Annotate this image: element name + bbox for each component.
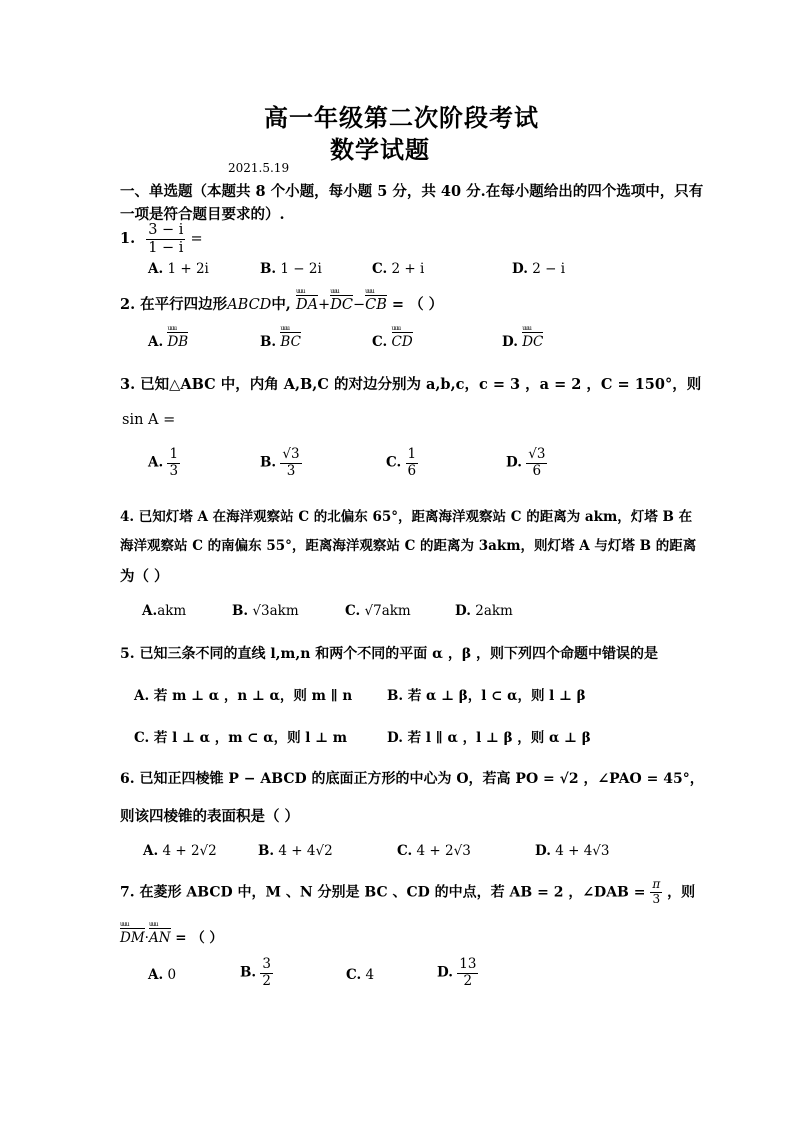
q1-option-a[interactable]: A. 1 + 2i — [148, 261, 209, 277]
question-4-line2: 海洋观察站 C 的南偏东 55°，距离海洋观察站 C 的距离为 3akm，则灯塔 A 与灯塔 B 的距离 — [120, 538, 697, 554]
q2-option-c[interactable]: C. CD uuu — [372, 334, 413, 350]
q7-option-c[interactable]: C. 4 — [346, 967, 375, 983]
question-3-line1: 3. 已知△ABC 中，内角 A,B,C 的对边分别为 a,b,c，c = 3 ，a = 2 ，C = 150°，则 — [120, 376, 702, 393]
vector-dm: DM uuu — [120, 930, 145, 946]
q6-option-b[interactable]: B. 4 + 4√2 — [258, 843, 333, 859]
vector-an: AN uuu — [149, 930, 171, 946]
q2-option-d[interactable]: D. DC uuu — [502, 334, 543, 350]
fraction — [146, 222, 185, 256]
question-4-line3: 为（ ） — [120, 568, 169, 585]
q4-option-b[interactable]: B. √3akm — [232, 603, 299, 619]
q3-option-b[interactable]: B. $\frac{√3}{3}$ — [260, 446, 300, 479]
question-number: 1. — [120, 230, 136, 248]
q1-option-b[interactable]: B. 1 − 2i — [260, 261, 322, 277]
q5-option-b[interactable]: B. 若 α ⊥ β，l ⊂ α，则 l ⊥ β — [387, 688, 586, 704]
exam-date: 2021.5.19 — [228, 161, 290, 175]
q3-option-c[interactable]: C. $\frac{1}{6}$ — [386, 446, 417, 479]
q5-option-a[interactable]: A. 若 m ⊥ α ，n ⊥ α，则 m ∥ n — [134, 688, 353, 704]
q1-option-d[interactable]: D. 2 − i — [512, 261, 566, 277]
q5-option-d[interactable]: D. 若 l ∥ α ，l ⊥ β ，则 α ⊥ β — [387, 730, 591, 746]
question-7-line2: DM uuu·AN uuu = （ ） — [120, 926, 223, 946]
q7-option-b[interactable]: B. $\frac{3}{2}$ — [240, 956, 272, 989]
q2-option-b[interactable]: B. BC uuu — [260, 334, 301, 350]
q6-option-c[interactable]: C. 4 + 2√3 — [397, 843, 471, 859]
question-6-line2: 则该四棱锥的表面积是（ ） — [120, 808, 300, 825]
q3-option-d[interactable]: D. $\frac{√3}{6}$ — [506, 446, 546, 479]
question-7-line1: 7. 在菱形 ABCD 中，M 、N 分别是 BC 、CD 的中点，若 AB = 2 ，∠DAB = $\frac{\pi}{3}$ ，则 — [120, 877, 696, 906]
question-3-line2: sin A = — [122, 412, 176, 428]
q2-option-a[interactable]: A. DB uuu — [148, 334, 188, 350]
question-4-line1: 4. 已知灯塔 A 在海洋观察站 C 的北偏东 65°，距离海洋观察站 C 的距离为 akm，灯塔 B 在 — [120, 509, 693, 525]
exam-subtitle: 数学试题 — [330, 135, 430, 164]
q6-option-a[interactable]: A. 4 + 2√2 — [143, 843, 217, 859]
equals-sign: = — [190, 231, 203, 248]
q7-option-d[interactable]: D. $\frac{13}{2}$ — [437, 956, 477, 989]
exam-title: 高一年级第二次阶段考试 — [264, 103, 539, 132]
q5-option-c[interactable]: C. 若 l ⊥ α ，m ⊂ α，则 l ⊥ m — [134, 730, 348, 746]
q1-option-c[interactable]: C. 2 + i — [372, 261, 425, 277]
fraction-denominator: 1 − i — [148, 239, 184, 256]
question-1 — [120, 222, 203, 256]
vector-cb: CB uuu — [365, 297, 387, 313]
section-instructions-line1: 一、单选题（本题共 8 个小题，每小题 5 分，共 40 分.在每小题给出的四个选项中，只有 — [120, 183, 704, 200]
q4-option-a[interactable]: A.akm — [142, 603, 187, 619]
vector-dc: DC uuu — [330, 297, 353, 313]
question-5: 5. 已知三条不同的直线 l,m,n 和两个不同的平面 α ，β ，则下列四个命题中错误的是 — [120, 646, 658, 662]
q3-option-a[interactable]: A. $\frac{1}{3}$ — [148, 446, 179, 479]
q4-option-c[interactable]: C. √7akm — [345, 603, 411, 619]
vector-da: DA uuu — [296, 297, 318, 313]
section-instructions-line2: 一项是符合题目要求的）. — [120, 206, 285, 223]
q6-option-d[interactable]: D. 4 + 4√3 — [535, 843, 610, 859]
q7-option-a[interactable]: A. 0 — [148, 967, 177, 983]
question-2: 2. 在平行四边形ABCD中, DA uuu+DC uuu−CB uuu = （ ） — [120, 293, 443, 314]
fraction-numerator: 3 − i — [148, 222, 184, 238]
q4-option-d[interactable]: D. 2akm — [455, 603, 513, 619]
question-6-line1: 6. 已知正四棱锥 P − ABCD 的底面正方形的中心为 O，若高 PO = √2 ，∠PAO = 45°， — [120, 771, 704, 787]
